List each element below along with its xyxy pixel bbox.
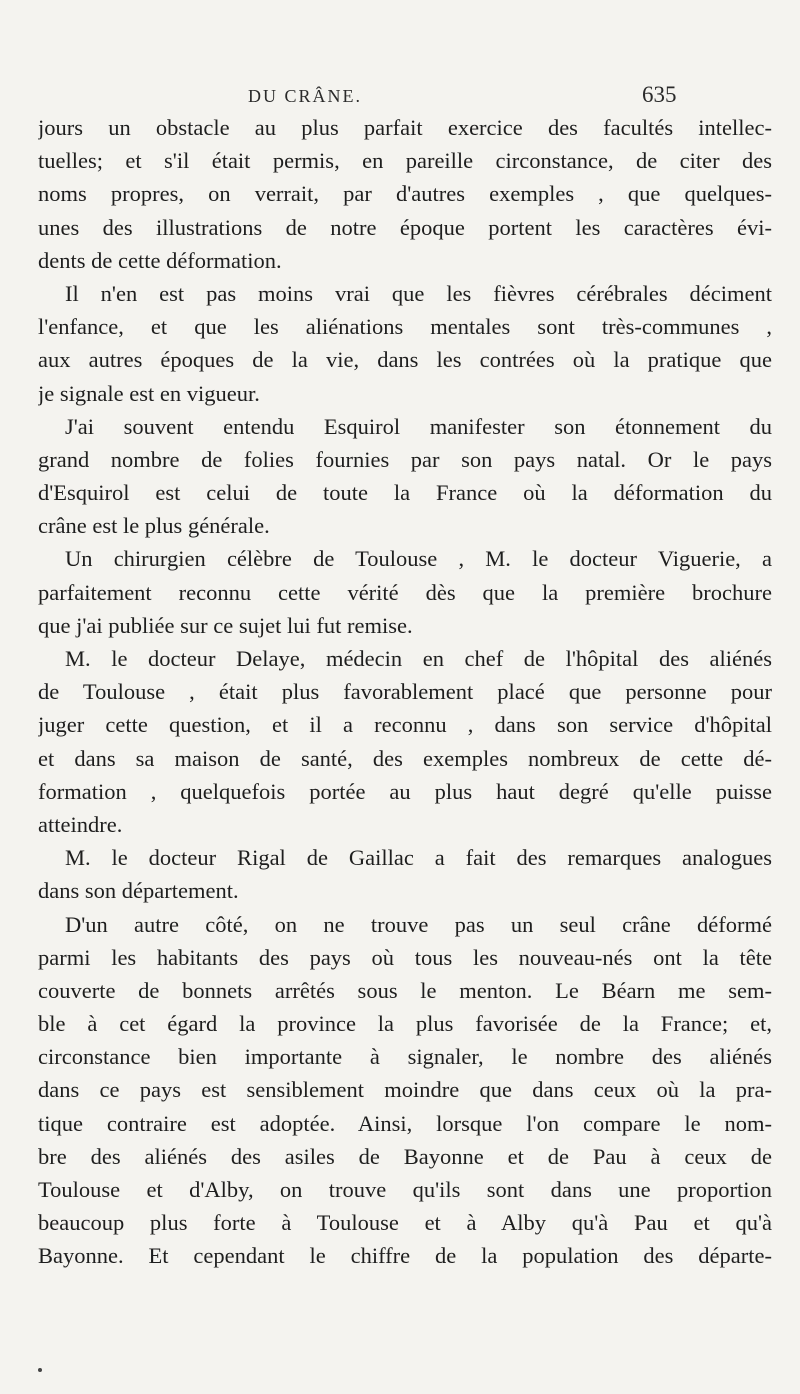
text-line: beaucoup plus forte à Toulouse et à Alby qu'à Pau et qu'à: [38, 1210, 772, 1236]
text-line: ble à cet égard la province la plus favorisée de la France; et,: [38, 1011, 772, 1037]
text-line: atteindre.: [38, 811, 123, 837]
text-line: dans son département.: [38, 878, 239, 904]
text-line: M. le docteur Rigal de Gaillac a fait des remarques analogues: [65, 845, 772, 871]
text-line: grand nombre de folies fournies par son pays natal. Or le pays: [38, 446, 772, 472]
text-line: Il n'en est pas moins vrai que les fièvres cérébrales déciment: [65, 280, 772, 306]
text-line: l'enfance, et que les aliénations mentales sont très-communes ,: [38, 314, 772, 340]
text-line: de Toulouse , était plus favorablement placé que personne pour: [38, 679, 772, 705]
page-number: 635: [642, 82, 677, 107]
text-line: unes des illustrations de notre époque portent les caractères évi-: [38, 214, 772, 240]
text-line: noms propres, on verrait, par d'autres exemples , que quelques-: [38, 181, 772, 207]
running-head: DU CRÂNE.: [248, 86, 363, 106]
text-line: dents de cette déformation.: [38, 247, 282, 273]
text-line: Bayonne. Et cependant le chiffre de la population des départe-: [38, 1243, 772, 1269]
text-line: juger cette question, et il a reconnu , dans son service d'hôpital: [38, 712, 772, 738]
text-line: aux autres époques de la vie, dans les contrées où la pratique que: [38, 347, 772, 373]
text-line: dans ce pays est sensiblement moindre que dans ceux où la pra-: [38, 1077, 772, 1103]
text-line: D'un autre côté, on ne trouve pas un seul crâne déformé: [65, 911, 772, 937]
text-line: tuelles; et s'il était permis, en pareille circonstance, de citer des: [38, 148, 772, 174]
text-line: bre des aliénés des asiles de Bayonne et de Pau à ceux de: [38, 1143, 772, 1169]
text-line: Toulouse et d'Alby, on trouve qu'ils sont dans une proportion: [38, 1177, 772, 1202]
text-line: et dans sa maison de santé, des exemples nombreux de cette dé-: [38, 745, 772, 771]
text-line: formation , quelquefois portée au plus haut degré qu'elle puisse: [38, 778, 772, 804]
text-line: J'ai souvent entendu Esquirol manifester son étonnement du: [65, 413, 772, 439]
text-line: que j'ai publiée sur ce sujet lui fut remise.: [38, 612, 413, 638]
text-line: crâne est le plus générale.: [38, 513, 270, 539]
text-line: parfaitement reconnu cette vérité dès que la première brochure: [38, 579, 772, 605]
text-line: je signale est en vigueur.: [38, 380, 260, 406]
text-line: tique contraire est adoptée. Ainsi, lorsque l'on compare le nom-: [38, 1110, 772, 1136]
text-line: M. le docteur Delaye, médecin en chef de l'hôpital des aliénés: [65, 646, 772, 671]
text-line: couverte de bonnets arrêtés sous le menton. Le Béarn me sem-: [38, 977, 772, 1003]
ink-speck: [38, 1368, 42, 1372]
body-text: [38, 111, 772, 1273]
text-line: circonstance bien importante à signaler, le nombre des aliénés: [38, 1044, 772, 1070]
text-line: Un chirurgien célèbre de Toulouse , M. le docteur Viguerie, a: [65, 546, 772, 572]
text-line: d'Esquirol est celui de toute la France où la déformation du: [38, 480, 772, 506]
text-line: jours un obstacle au plus parfait exercice des facultés intellec-: [38, 115, 772, 140]
text-line: parmi les habitants des pays où tous les nouveau-nés ont la tête: [38, 944, 772, 970]
